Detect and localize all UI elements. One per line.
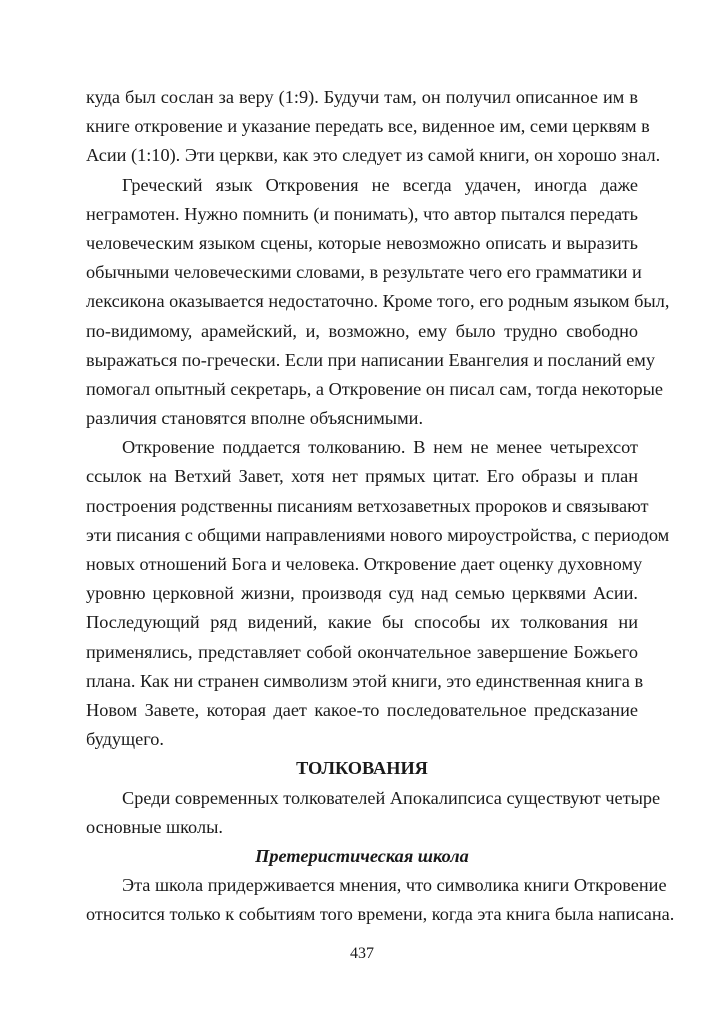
- text-line: Среди современных толкователей Апокалипсиса существуют четыре: [122, 787, 661, 808]
- text-line: основные школы.: [86, 816, 223, 837]
- text-line: плана. Как ни странен символизм этой книги, это единственная книга в: [86, 670, 644, 691]
- text-line: применялись, представляет собой окончательное завершение Божьего: [86, 641, 638, 662]
- text-line: Новом Завете, которая дает какое-то последовательное предсказание: [86, 699, 638, 720]
- text-line: эти писания с общими направлениями нового мироустройства, с периодом: [86, 524, 670, 545]
- text-line: куда был сослан за веру (1:9). Будучи там, он получил описанное им в: [86, 87, 638, 107]
- page-body: [86, 83, 675, 929]
- text-line: человеческим языком сцены, которые невозможно описать и выразить: [86, 232, 638, 253]
- text-line: по-видимому, арамейский, и, возможно, ему было трудно свободно: [86, 320, 638, 341]
- paragraph-5: [86, 871, 675, 929]
- text-line: Откровение поддается толкованию. В нем не менее четырехсот: [122, 437, 638, 458]
- text-line: построения родственны писаниям ветхозаветных пророков и связывают: [86, 495, 649, 516]
- text-line: выражаться по-гречески. Если при написании Евангелия и посланий ему: [86, 349, 656, 370]
- paragraph-3: [86, 433, 670, 754]
- page-number: 437: [350, 945, 374, 962]
- text-line: Асии (1:10). Эти церкви, как это следует из самой книги, он хорошо знал.: [86, 145, 661, 166]
- text-line: уровню церковной жизни, производя суд над семью церквями Асии.: [86, 583, 638, 604]
- text-line: обычными человеческими словами, в результате чего его грамматики и: [86, 262, 642, 283]
- text-line: ссылок на Ветхий Завет, хотя нет прямых цитат. Его образы и план: [86, 466, 638, 487]
- text-line: относится только к событиям того времени, когда эта книга была написана.: [86, 904, 675, 925]
- text-line: Греческий язык Откровения не всегда удачен, иногда даже: [122, 174, 638, 195]
- text-line: Эта школа придерживается мнения, что символика книги Откровение: [122, 875, 667, 896]
- text-line: будущего.: [86, 729, 164, 750]
- paragraph-2: [86, 171, 670, 434]
- text-line: книге откровение и указание передать все, виденное им, семи церквям в: [86, 116, 650, 137]
- text-line: неграмотен. Нужно помнить (и понимать), что автор пытался передать: [86, 203, 638, 224]
- text-line: новых отношений Бога и человека. Откровение дает оценку духовному: [86, 554, 643, 574]
- paragraph-4: [86, 784, 661, 842]
- section-heading: ТОЛКОВАНИЯ: [296, 758, 428, 779]
- text-line: помогал опытный секретарь, а Откровение он писал сам, тогда некоторые: [86, 378, 663, 399]
- text-line: Последующий ряд видений, какие бы способы их толкования ни: [86, 612, 638, 633]
- text-line: различия становятся вполне объяснимыми.: [86, 408, 424, 429]
- text-line: лексикона оказывается недостаточно. Кроме того, его родным языком был,: [86, 291, 670, 312]
- subsection-heading: Претеристическая школа: [255, 845, 469, 866]
- paragraph-1: [86, 83, 661, 171]
